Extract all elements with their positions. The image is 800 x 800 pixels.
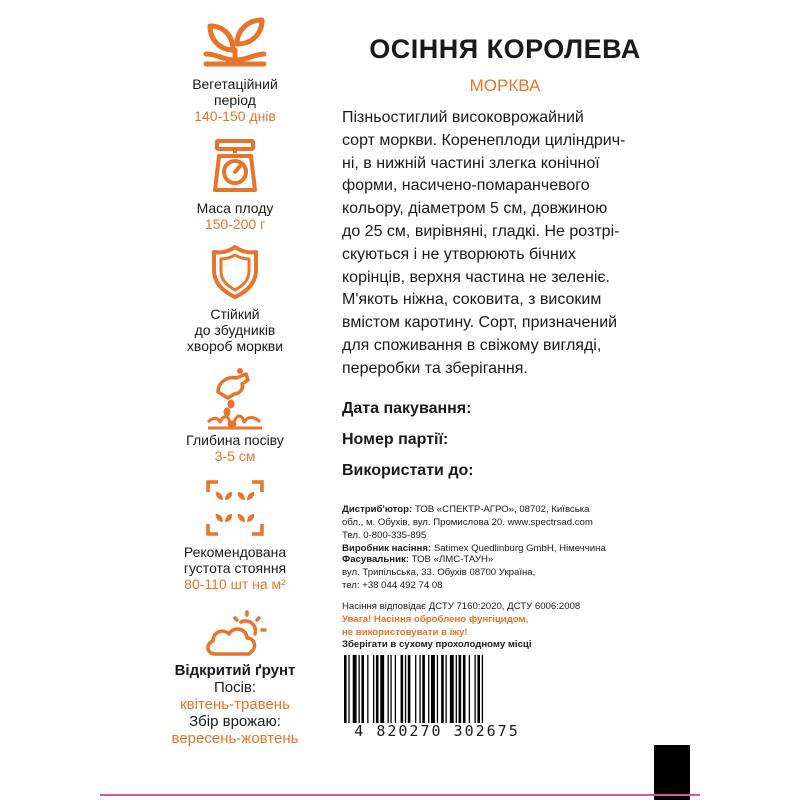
barcode-bar <box>441 655 444 723</box>
feature-vegetation-label: Вегетаційний період <box>192 76 278 108</box>
packer-text: ТОВ «ЛМС-ТАУН» вул. Трипільська, 33. Обухів 08700 Україна, тел: +38 044 492 74 08 <box>342 554 536 591</box>
barcode-bar <box>353 655 357 723</box>
scale-icon <box>211 138 259 194</box>
barcode-bar <box>459 655 462 723</box>
feature-depth-label: Глибина посіву <box>186 432 284 448</box>
black-block <box>654 745 690 800</box>
barcode-bar <box>419 655 420 723</box>
product-description: Пізньостиглий високоврожайний сорт моркви. Коренеплоди циліндрич- ні, в нижній частині злегка конічної форми, насичено-помаранчевого кольору, діаметром 5 см, довжиною до 25 см, вирівняні, гладкі. Не розтрі- скуються і не утворюють бічних корінців, верхня частина не зеленіє. М'якоть ніжна, соковита, з високим вмістом каротину. Сорт, призначений для споживання в свіжому вигляді, переробки та зберігання. <box>342 109 626 377</box>
barcode-bar <box>405 655 406 723</box>
feature-mass-label: Маса плоду <box>196 200 274 216</box>
pack-date-field: Дата пакування: <box>342 400 472 417</box>
barcode-bar <box>348 655 349 723</box>
barcode-bar <box>359 655 360 723</box>
features-column <box>150 14 320 747</box>
packer-label: Фасувальник: <box>342 554 409 565</box>
barcode-bar <box>437 655 438 723</box>
feature-mass-value: 150-200 г <box>204 216 266 232</box>
product-title: ОСІННЯ КОРОЛЕВА <box>369 34 641 64</box>
barcode-bar <box>477 655 480 723</box>
barcode-bar <box>428 655 429 723</box>
feature-sowing-value: квітень-травень <box>180 696 290 713</box>
distributor-info <box>342 503 642 542</box>
barcode-bar <box>344 655 347 723</box>
feature-resistance-label: Стійкий до збудників хвороб моркви <box>186 306 284 354</box>
batch-number-field: Номер партії: <box>342 431 449 448</box>
barcode-bar <box>475 655 476 723</box>
feature-harvest-value: вересень-жовтень <box>171 730 299 747</box>
barcode-number: 4 820270 302675 <box>354 722 520 740</box>
barcode-bar <box>463 655 466 723</box>
seedling-grid-icon <box>206 480 264 536</box>
barcode-bar <box>376 655 379 723</box>
barcode-bar <box>408 655 411 723</box>
barcode-bar <box>450 655 454 723</box>
feature-vegetation-value: 140-150 днів <box>194 108 276 124</box>
producer-label: Виробник насіння: <box>342 543 432 554</box>
pink-divider <box>100 794 700 796</box>
feature-open-ground-title: Відкритий ґрунт <box>174 662 296 679</box>
barcode-bar <box>388 655 389 723</box>
barcode-bar <box>367 655 368 723</box>
barcode-bar <box>469 655 470 723</box>
sowing-hand-icon <box>204 368 266 430</box>
feature-harvest-label: Збір врожаю: <box>189 713 281 730</box>
feature-density-label: Рекомендована густота стояння <box>183 544 287 576</box>
barcode-bar <box>361 655 364 723</box>
barcode-bar <box>456 655 457 723</box>
feature-open-ground <box>150 662 320 747</box>
barcode-bar <box>395 655 396 723</box>
producer-text: Satimex Quedlinburg GmbH, Німеччина <box>431 543 606 554</box>
packer-info <box>342 553 642 592</box>
fungicide-warning: Увага! Насіння оброблено фунгіцидом, не використовувати в їжу! <box>342 614 529 638</box>
barcode <box>342 655 532 727</box>
shield-icon <box>210 244 260 300</box>
barcode-bar <box>390 655 391 723</box>
barcode-bar <box>373 655 374 723</box>
feature-sowing-label: Посів: <box>213 679 257 696</box>
sprout-icon <box>200 14 270 72</box>
barcode-bar <box>446 655 447 723</box>
feature-density-value: 80-110 шт на м² <box>184 576 286 592</box>
barcode-bar <box>401 655 404 723</box>
standards-text: Насіння відповідає ДСТУ 7160:2020, ДСТУ 6006:2008 <box>342 601 581 612</box>
barcode-bar <box>422 655 425 723</box>
barcode-bar <box>380 655 384 723</box>
feature-depth-value: 3-5 см <box>214 448 256 464</box>
sun-cloud-icon <box>203 610 267 658</box>
use-by-field: Використати до: <box>342 462 474 479</box>
barcode-bar <box>431 655 435 723</box>
distributor-label: Дистриб'ютор: <box>342 504 413 515</box>
distributor-text: ТОВ «СПЕКТР-АГРО», 08702, Київська обл., м. Обухів, вул. Промислова 20. www.spectrsad.com Тел. 0-800-335-895 <box>342 504 593 541</box>
barcode-bar <box>415 655 416 723</box>
product-subtitle: МОРКВА <box>469 76 541 95</box>
storage-note: Зберігати в сухому прохолодному місці <box>342 639 532 650</box>
barcode-bar <box>482 655 483 723</box>
